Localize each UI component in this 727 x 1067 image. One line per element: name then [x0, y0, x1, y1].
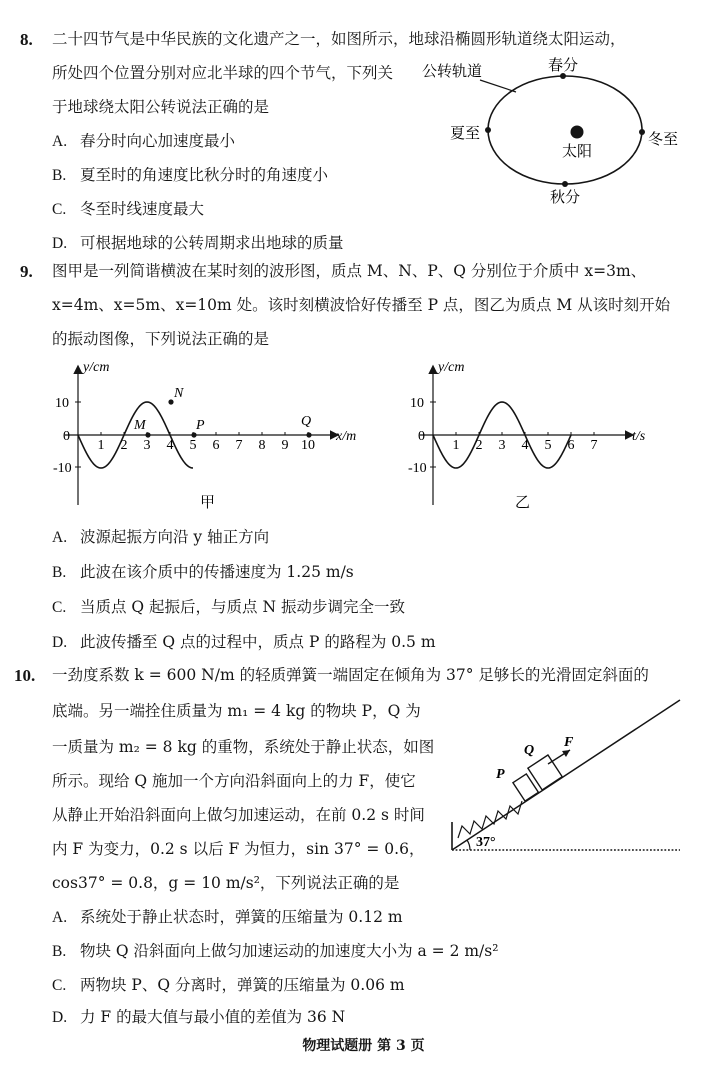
- x-tick-label: 5: [544, 438, 552, 453]
- question-stem-line: 图甲是一列简谐横波在某时刻的波形图，质点 M、N、P、Q 分别位于介质中 x=3m、: [52, 262, 647, 280]
- option-d[interactable]: D. 此波传播至 Q 点的过程中，质点 P 的路程为 0.5 m: [52, 633, 436, 651]
- incline-figure: [440, 690, 690, 865]
- y-tick-label: -10: [53, 461, 72, 476]
- option-a[interactable]: A. 系统处于静止状态时，弹簧的压缩量为 0.12 m: [52, 908, 403, 926]
- x-tick-label: 4: [521, 438, 529, 453]
- x-tick-label: 1: [452, 438, 460, 453]
- orbit-ellipse: [488, 76, 642, 184]
- option-b[interactable]: B. 夏至时的角速度比秋分时的角速度小: [52, 166, 329, 184]
- question-stem-line: 的振动图像，下列说法正确的是: [52, 330, 270, 348]
- point-p-label: P: [196, 418, 205, 433]
- x-tick-label: 8: [258, 438, 266, 453]
- y-axis-label: y/cm: [438, 360, 465, 375]
- option-b[interactable]: B. 物块 Q 沿斜面向上做匀加速运动的加速度大小为 a = 2 m/s²: [52, 942, 499, 960]
- angle-arc: [467, 840, 470, 850]
- option-c[interactable]: C. 冬至时线速度最大: [52, 200, 205, 218]
- question-stem-line: 一劲度系数 k = 600 N/m 的轻质弹簧一端固定在倾角为 37° 足够长的光滑固定斜面的: [52, 666, 649, 684]
- option-d[interactable]: D. 可根据地球的公转周期求出地球的质量: [52, 234, 344, 252]
- option-b[interactable]: B. 此波在该介质中的传播速度为 1.25 m/s: [52, 563, 354, 581]
- y-tick-label: 10: [55, 396, 69, 411]
- x-tick-label: 10: [301, 438, 315, 453]
- summer-solstice-label: 夏至: [450, 126, 481, 142]
- point-n: [168, 399, 173, 404]
- x-axis-label: x/m: [336, 429, 357, 444]
- page-footer: 物理试题册 第 3 页: [302, 1038, 425, 1054]
- orbit-pointer-line: [480, 80, 516, 92]
- x-tick-label: 1: [97, 438, 105, 453]
- spring-equinox-label: 春分: [548, 58, 579, 74]
- sun-label: 太阳: [562, 144, 593, 160]
- y-tick-label: 0: [63, 429, 70, 444]
- x-tick-label: 3: [143, 438, 151, 453]
- question-stem-line: 底端。另一端拴住质量为 m₁ = 4 kg 的物块 P，Q 为: [52, 702, 421, 720]
- option-a[interactable]: A. 春分时向心加速度最小: [52, 132, 236, 150]
- x-tick-label: 2: [120, 438, 128, 453]
- graph-caption: 乙: [515, 495, 531, 511]
- question-number: 8.: [20, 30, 33, 49]
- x-tick-label: 5: [189, 438, 197, 453]
- point-q-label: Q: [301, 414, 312, 429]
- point-m: [145, 432, 150, 437]
- question-stem-line: cos37° = 0.8，g = 10 m/s²，下列说法正确的是: [52, 874, 400, 892]
- y-axis-label: y/cm: [83, 360, 110, 375]
- point-m-label: M: [134, 418, 146, 433]
- block-p-label: P: [496, 767, 505, 782]
- question-stem-line: 从静止开始沿斜面向上做匀加速运动，在前 0.2 s 时间: [52, 806, 425, 824]
- question-stem-line: 所示。现给 Q 施加一个方向沿斜面向上的力 F，使它: [52, 772, 416, 790]
- x-tick-label: 6: [567, 438, 575, 453]
- question-number: 10.: [14, 666, 36, 685]
- earth-summer: [485, 127, 491, 133]
- option-c[interactable]: C. 两物块 P、Q 分离时，弹簧的压缩量为 0.06 m: [52, 976, 405, 994]
- y-tick-label: -10: [408, 461, 427, 476]
- question-stem-line: 内 F 为变力，0.2 s 以后 F 为恒力，sin 37° = 0.6，: [52, 840, 425, 858]
- y-tick-label: 10: [410, 396, 424, 411]
- vibration-graph-b: [400, 355, 660, 515]
- question-stem-line: 于地球绕太阳公转说法正确的是: [52, 98, 270, 116]
- earth-autumn: [562, 181, 568, 187]
- angle-label: 37°: [476, 835, 496, 850]
- x-tick-label: 7: [590, 438, 598, 453]
- question-stem-line: 所处四个位置分别对应北半球的四个节气，下列关: [52, 64, 394, 82]
- winter-solstice-label: 冬至: [648, 132, 679, 148]
- x-tick-label: 4: [166, 438, 174, 453]
- x-tick-label: 3: [498, 438, 506, 453]
- option-a[interactable]: A. 波源起振方向沿 y 轴正方向: [52, 528, 270, 546]
- x-axis-label: t/s: [632, 429, 646, 444]
- graph-caption: 甲: [200, 495, 216, 511]
- x-tick-label: 9: [281, 438, 289, 453]
- earth-winter: [639, 129, 645, 135]
- incline-surface: [452, 700, 680, 850]
- y-tick-label: 0: [418, 429, 425, 444]
- point-q: [306, 432, 311, 437]
- question-number: 9.: [20, 262, 33, 281]
- x-tick-label: 7: [235, 438, 243, 453]
- force-label: F: [564, 735, 574, 750]
- spring: [458, 801, 522, 838]
- wave-graph-a: [55, 355, 375, 515]
- sun-dot: [571, 126, 584, 139]
- option-d[interactable]: D. 力 F 的最大值与最小值的差值为 36 N: [52, 1008, 346, 1026]
- autumn-equinox-label: 秋分: [550, 190, 581, 206]
- x-tick-label: 6: [212, 438, 220, 453]
- orbit-figure: [420, 58, 685, 208]
- question-stem-line: x=4m、x=5m、x=10m 处。该时刻横波恰好传播至 P 点，图乙为质点 M 从该时刻开始: [52, 296, 671, 314]
- block-q-label: Q: [524, 743, 535, 758]
- x-tick-label: 2: [475, 438, 483, 453]
- point-n-label: N: [174, 386, 184, 401]
- question-stem-line: 二十四节气是中华民族的文化遗产之一，如图所示，地球沿椭圆形轨道绕太阳运动，: [52, 30, 626, 48]
- option-c[interactable]: C. 当质点 Q 起振后，与质点 N 振动步调完全一致: [52, 598, 405, 616]
- question-stem-line: 一质量为 m₂ = 8 kg 的重物，系统处于静止状态，如图: [52, 738, 435, 756]
- orbit-label: 公转轨道: [422, 64, 483, 80]
- point-p: [191, 432, 196, 437]
